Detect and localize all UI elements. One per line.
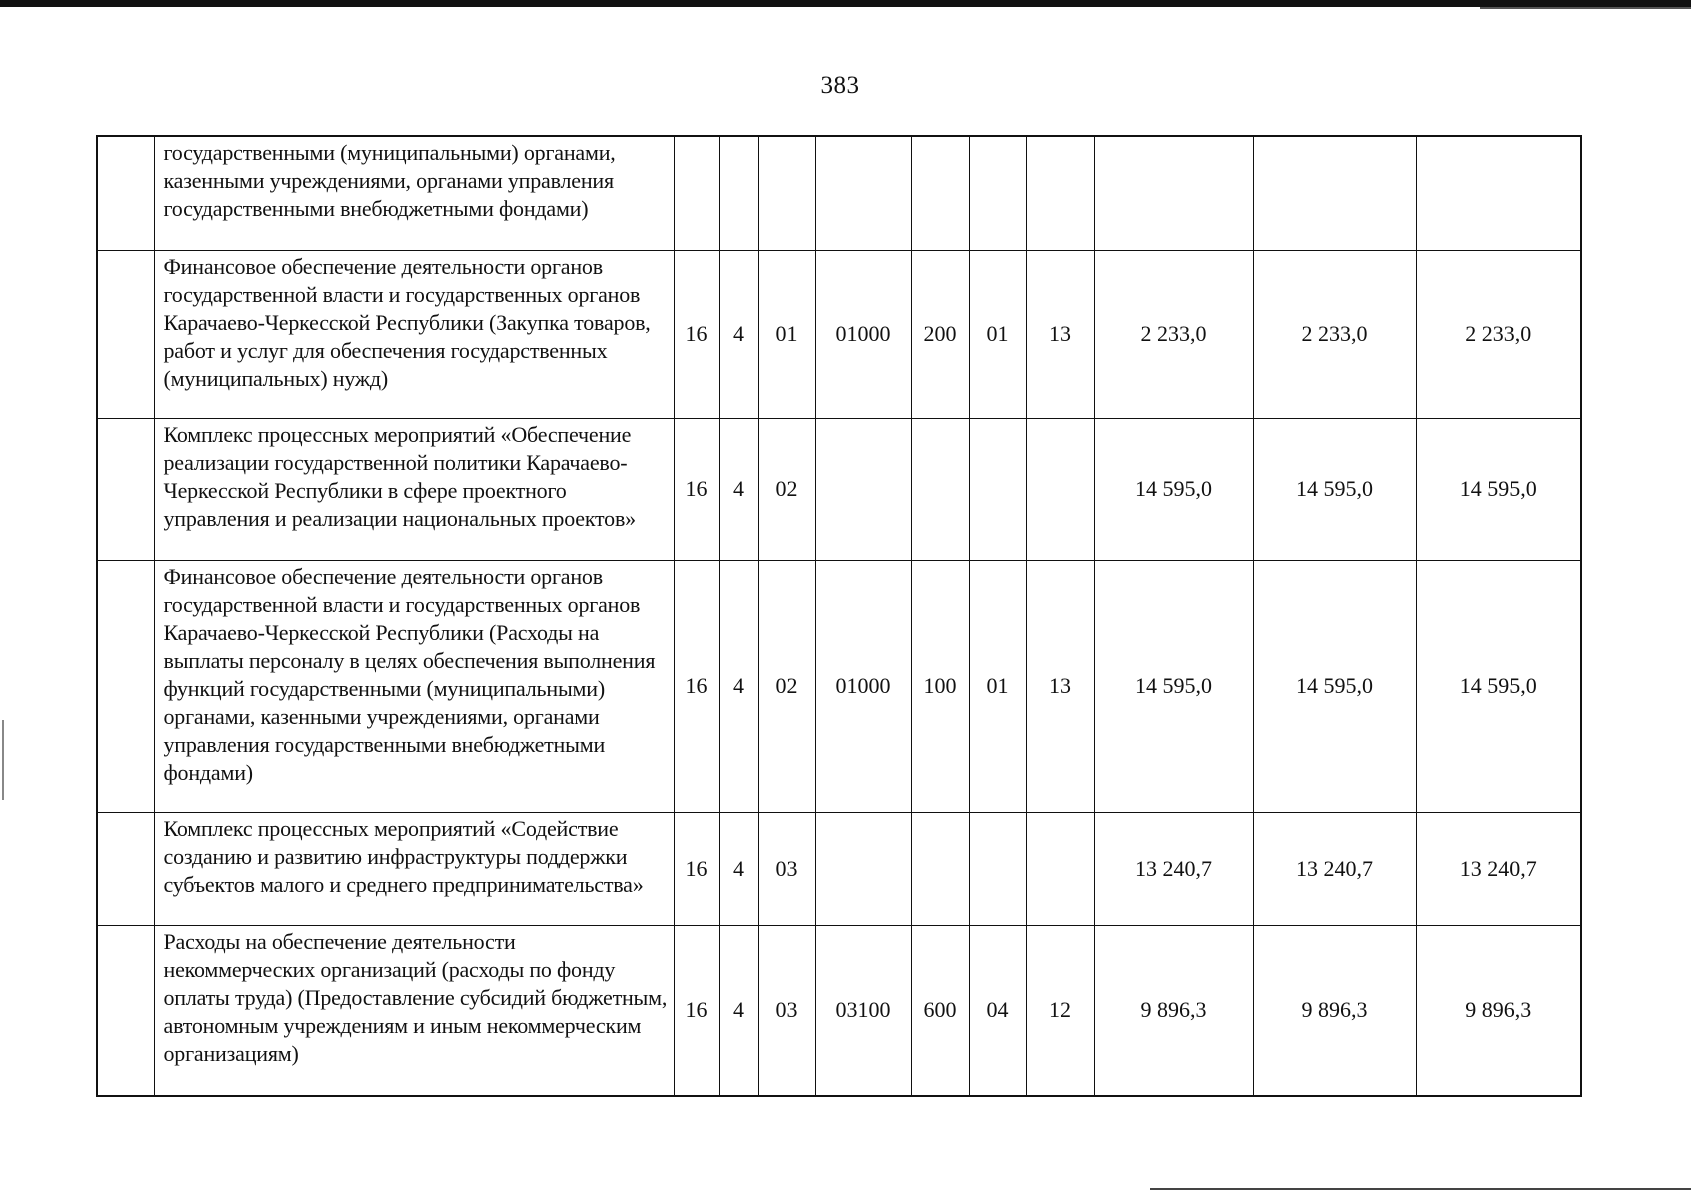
amount-cell-3: 13 240,7 <box>1416 812 1581 925</box>
description-cell: Расходы на обеспечение деятельности некоммерческих организаций (расходы по фонду оплаты труда) (Предоставление субсидий бюджетным, автономным учреждениям и иным некоммерческим организациям) <box>154 925 674 1096</box>
description-cell: Комплекс процессных мероприятий «Обеспечение реализации государственной политики Карачаево-Черкесской Республики в сфере проектного управления и реализации национальных проектов» <box>154 418 674 560</box>
code-cell-3: 03 <box>758 812 815 925</box>
row-number-cell <box>97 418 154 560</box>
code-cell-5: 200 <box>911 250 969 418</box>
code-cell-1: 16 <box>674 925 719 1096</box>
code-cell-4: 03100 <box>815 925 911 1096</box>
row-number-cell <box>97 812 154 925</box>
page-number: 383 <box>820 72 860 99</box>
code-cell-4 <box>815 136 911 250</box>
scan-left-mark <box>2 720 4 800</box>
amount-cell-1 <box>1094 136 1253 250</box>
row-number-cell <box>97 136 154 250</box>
description-cell: государственными (муниципальными) органами, казенными учреждениями, органами управления государственными внебюджетными фондами) <box>154 136 674 250</box>
amount-cell-2: 9 896,3 <box>1253 925 1416 1096</box>
code-cell-6: 01 <box>969 250 1026 418</box>
code-cell-4 <box>815 812 911 925</box>
code-cell-2: 4 <box>719 812 758 925</box>
amount-cell-3: 9 896,3 <box>1416 925 1581 1096</box>
table-row <box>97 418 1581 560</box>
code-cell-6 <box>969 812 1026 925</box>
code-cell-5 <box>911 812 969 925</box>
code-cell-5: 600 <box>911 925 969 1096</box>
code-cell-7: 13 <box>1026 250 1094 418</box>
table-row <box>97 250 1581 418</box>
code-cell-6 <box>969 418 1026 560</box>
code-cell-7 <box>1026 136 1094 250</box>
amount-cell-2 <box>1253 136 1416 250</box>
code-cell-6 <box>969 136 1026 250</box>
code-cell-2 <box>719 136 758 250</box>
amount-cell-1: 13 240,7 <box>1094 812 1253 925</box>
code-cell-2: 4 <box>719 560 758 812</box>
table-row <box>97 136 1581 250</box>
code-cell-4: 01000 <box>815 560 911 812</box>
code-cell-1: 16 <box>674 560 719 812</box>
code-cell-4: 01000 <box>815 250 911 418</box>
code-cell-6: 04 <box>969 925 1026 1096</box>
code-cell-1 <box>674 136 719 250</box>
code-cell-3: 02 <box>758 560 815 812</box>
description-cell: Финансовое обеспечение деятельности органов государственной власти и государственных органов Карачаево-Черкесской Республики (Закупка товаров, работ и услуг для обеспечения государственных (муниципальных) нужд) <box>154 250 674 418</box>
description-cell: Комплекс процессных мероприятий «Содействие созданию и развитию инфраструктуры поддержки субъектов малого и среднего предпринимательства» <box>154 812 674 925</box>
code-cell-5 <box>911 136 969 250</box>
code-cell-7: 13 <box>1026 560 1094 812</box>
code-cell-2: 4 <box>719 418 758 560</box>
code-cell-5: 100 <box>911 560 969 812</box>
code-cell-3: 01 <box>758 250 815 418</box>
code-cell-1: 16 <box>674 812 719 925</box>
amount-cell-1: 2 233,0 <box>1094 250 1253 418</box>
code-cell-1: 16 <box>674 250 719 418</box>
budget-table <box>96 135 1582 1097</box>
scan-bottom-line <box>1150 1188 1691 1190</box>
row-number-cell <box>97 925 154 1096</box>
code-cell-3: 03 <box>758 925 815 1096</box>
amount-cell-3 <box>1416 136 1581 250</box>
code-cell-7: 12 <box>1026 925 1094 1096</box>
table-row <box>97 925 1581 1096</box>
code-cell-1: 16 <box>674 418 719 560</box>
code-cell-4 <box>815 418 911 560</box>
amount-cell-3: 2 233,0 <box>1416 250 1581 418</box>
scan-top-border-thin <box>1480 7 1691 9</box>
amount-cell-2: 2 233,0 <box>1253 250 1416 418</box>
code-cell-3: 02 <box>758 418 815 560</box>
code-cell-7 <box>1026 812 1094 925</box>
amount-cell-3: 14 595,0 <box>1416 418 1581 560</box>
code-cell-2: 4 <box>719 250 758 418</box>
amount-cell-3: 14 595,0 <box>1416 560 1581 812</box>
amount-cell-2: 13 240,7 <box>1253 812 1416 925</box>
amount-cell-2: 14 595,0 <box>1253 418 1416 560</box>
table-row <box>97 812 1581 925</box>
amount-cell-1: 14 595,0 <box>1094 418 1253 560</box>
amount-cell-2: 14 595,0 <box>1253 560 1416 812</box>
scan-top-border <box>0 0 1691 7</box>
row-number-cell <box>97 560 154 812</box>
code-cell-2: 4 <box>719 925 758 1096</box>
amount-cell-1: 14 595,0 <box>1094 560 1253 812</box>
table-row <box>97 560 1581 812</box>
description-cell: Финансовое обеспечение деятельности органов государственной власти и государственных органов Карачаево-Черкесской Республики (Расходы на выплаты персоналу в целях обеспечения выполнения функций государственными (муниципальными) органами, казенными учреждениями, органами управления государственными внебюджетными фондами) <box>154 560 674 812</box>
row-number-cell <box>97 250 154 418</box>
code-cell-3 <box>758 136 815 250</box>
code-cell-6: 01 <box>969 560 1026 812</box>
code-cell-7 <box>1026 418 1094 560</box>
code-cell-5 <box>911 418 969 560</box>
amount-cell-1: 9 896,3 <box>1094 925 1253 1096</box>
